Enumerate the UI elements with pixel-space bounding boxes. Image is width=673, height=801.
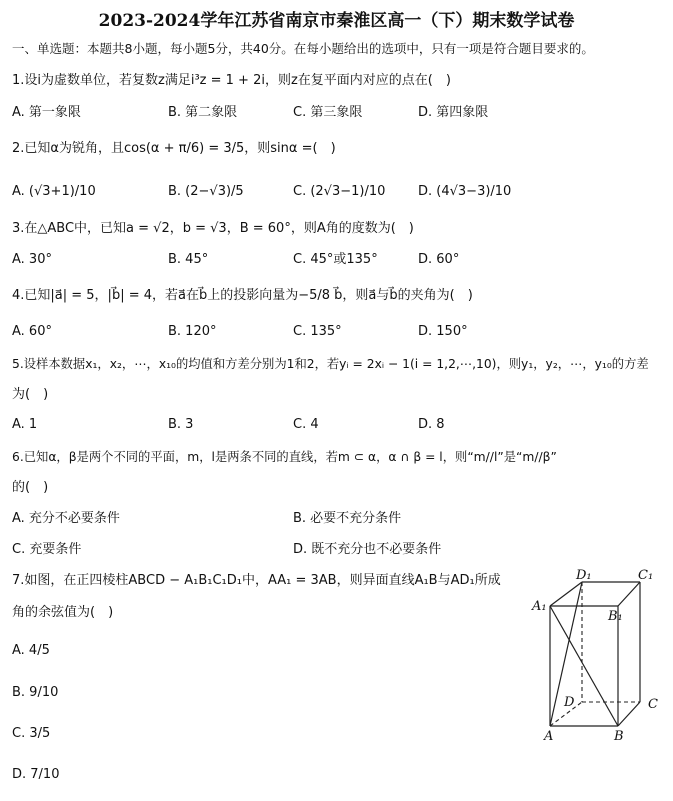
q3-option-d[interactable]: D. 60° xyxy=(418,252,460,267)
q6-option-c[interactable]: C. 充要条件 xyxy=(12,542,82,557)
question-6-stem-cont: 的( ) xyxy=(12,480,49,495)
question-7-stem-cont: 角的余弦值为( ) xyxy=(12,605,114,620)
label-a: A xyxy=(544,729,554,744)
q5-option-b[interactable]: B. 3 xyxy=(168,417,194,432)
q1-option-d[interactable]: D. 第四象限 xyxy=(418,105,489,120)
question-4-stem: 4.已知|a⃗| = 5，|b⃗| = 4，若a⃗在b⃗上的投影向量为−5/8 b⃗，则a⃗与b⃗的夹角为( ) xyxy=(12,288,473,303)
q5-option-a[interactable]: A. 1 xyxy=(12,417,38,432)
label-c1: C₁ xyxy=(638,568,654,583)
question-1-stem: 1.设i为虚数单位，若复数z满足i³z = 1 + 2i，则z在复平面内对应的点在( ) xyxy=(12,73,451,88)
question-7-stem: 7.如图，在正四棱柱ABCD − A₁B₁C₁D₁中，AA₁ = 3AB，则异面直线A₁B与AD₁所成 xyxy=(12,573,501,588)
q7-option-d[interactable]: D. 7/10 xyxy=(12,767,60,782)
question-3-stem: 3.在△ABC中，已知a = √2，b = √3，B = 60°，则A角的度数为( ) xyxy=(12,221,414,236)
q7-option-a[interactable]: A. 4/5 xyxy=(12,643,50,658)
question-2-stem: 2.已知α为锐角，且cos(α + π/6) = 3/5，则sinα =( ) xyxy=(12,141,336,156)
label-c: C xyxy=(648,697,658,712)
q7-option-c[interactable]: C. 3/5 xyxy=(12,726,51,741)
label-d: D xyxy=(564,695,575,710)
q2-option-d[interactable]: D. (4√3−3)/10 xyxy=(418,184,512,199)
question-5-stem-cont: 为( ) xyxy=(12,387,49,402)
q1-option-c[interactable]: C. 第三象限 xyxy=(293,105,363,120)
q5-option-d[interactable]: D. 8 xyxy=(418,417,445,432)
q6-option-d[interactable]: D. 既不充分也不必要条件 xyxy=(293,542,442,557)
q7-option-b[interactable]: B. 9/10 xyxy=(12,685,59,700)
q1-option-b[interactable]: B. 第二象限 xyxy=(168,105,238,120)
question-6-stem: 6.已知α，β是两个不同的平面，m，l是两条不同的直线，若m ⊂ α，α ∩ β = l，则“m//l”是“m//β” xyxy=(12,450,557,464)
q4-option-d[interactable]: D. 150° xyxy=(418,324,468,339)
label-b: B xyxy=(614,729,624,744)
page-title: 2023-2024学年江苏省南京市秦淮区高一（下）期末数学试卷 xyxy=(98,11,575,31)
q4-option-a[interactable]: A. 60° xyxy=(12,324,52,339)
q2-option-b[interactable]: B. (2−√3)/5 xyxy=(168,184,244,199)
q1-option-a[interactable]: A. 第一象限 xyxy=(12,105,81,120)
q2-option-a[interactable]: A. (√3+1)/10 xyxy=(12,184,96,199)
label-d1: D₁ xyxy=(576,568,592,583)
q6-option-b[interactable]: B. 必要不充分条件 xyxy=(293,511,402,526)
q5-option-c[interactable]: C. 4 xyxy=(293,417,319,432)
label-b1: B₁ xyxy=(608,609,623,624)
edge-c1-b1 xyxy=(618,582,640,606)
prism-figure xyxy=(528,568,668,744)
section-header: 一、单选题：本题共8小题，每小题5分，共40分。在每小题给出的选项中，只有一项是符合题目要求的。 xyxy=(12,41,594,56)
q2-option-c[interactable]: C. (2√3−1)/10 xyxy=(293,184,386,199)
q4-option-b[interactable]: B. 120° xyxy=(168,324,217,339)
label-a1: A₁ xyxy=(532,599,547,614)
q4-option-c[interactable]: C. 135° xyxy=(293,324,342,339)
question-5-stem: 5.设样本数据x₁，x₂，⋯，x₁₀的均值和方差分别为1和2，若yᵢ = 2xᵢ − 1(i = 1,2,⋯,10)，则y₁，y₂，⋯，y₁₀的方差 xyxy=(12,357,649,371)
q3-option-a[interactable]: A. 30° xyxy=(12,252,52,267)
edge-b-c xyxy=(618,702,640,726)
q3-option-b[interactable]: B. 45° xyxy=(168,252,209,267)
q3-option-c[interactable]: C. 45°或135° xyxy=(293,252,378,267)
q6-option-a[interactable]: A. 充分不必要条件 xyxy=(12,511,120,526)
line-a1-b xyxy=(550,606,618,726)
